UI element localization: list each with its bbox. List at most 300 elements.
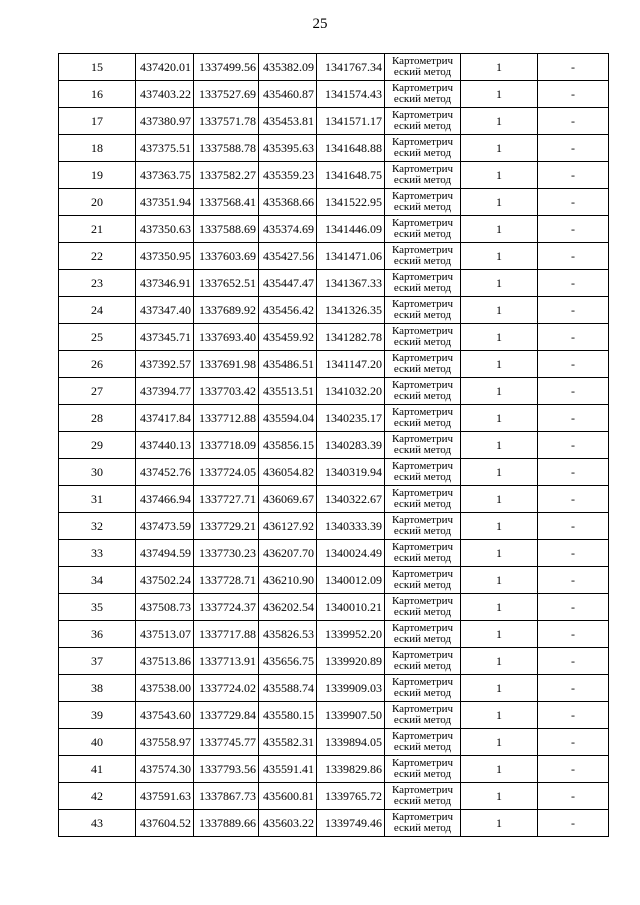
y-coordinate-cell: 1337889.66: [194, 810, 259, 837]
method-text-line-2: еский метод: [393, 822, 452, 834]
method-cell: [385, 324, 461, 351]
x2-coordinate-cell: 435359.23: [259, 162, 317, 189]
x-coordinate-cell: 437351.94: [136, 189, 194, 216]
point-number-cell: 19: [59, 162, 136, 189]
accuracy-cell: 1: [461, 297, 538, 324]
method-cell: [385, 81, 461, 108]
method-cell: [385, 783, 461, 810]
y2-coordinate-cell: 1340012.09: [317, 567, 385, 594]
coordinates-table: [58, 53, 609, 837]
method-text-line-2: еский метод: [393, 390, 452, 402]
y-coordinate-cell: 1337588.69: [194, 216, 259, 243]
y-coordinate-cell: 1337582.27: [194, 162, 259, 189]
x-coordinate-cell: 437513.07: [136, 621, 194, 648]
method-text-line-2: еский метод: [393, 714, 452, 726]
method-text-line-1: Картометрич: [391, 810, 454, 823]
method-text-line-1: Картометрич: [391, 432, 454, 445]
method-text-line-1: Картометрич: [391, 189, 454, 202]
table-row: [59, 351, 609, 378]
method-text-line-1: Картометрич: [391, 351, 454, 364]
method-cell: [385, 135, 461, 162]
method-cell: [385, 513, 461, 540]
note-cell: -: [538, 108, 609, 135]
y2-coordinate-cell: 1340235.17: [317, 405, 385, 432]
method-text-line-1: Картометрич: [391, 162, 454, 175]
accuracy-cell: 1: [461, 189, 538, 216]
x-coordinate-cell: 437558.97: [136, 729, 194, 756]
y2-coordinate-cell: 1341571.17: [317, 108, 385, 135]
method-cell: [385, 702, 461, 729]
accuracy-cell: 1: [461, 243, 538, 270]
method-text-line-1: Картометрич: [391, 459, 454, 472]
table-row: [59, 216, 609, 243]
x2-coordinate-cell: 435368.66: [259, 189, 317, 216]
table-row: [59, 243, 609, 270]
table-row: [59, 594, 609, 621]
method-text-line-2: еский метод: [393, 147, 452, 159]
method-text-line-1: Картометрич: [391, 135, 454, 148]
table-row: [59, 54, 609, 81]
accuracy-cell: 1: [461, 540, 538, 567]
x2-coordinate-cell: 436127.92: [259, 513, 317, 540]
table-body: [59, 54, 609, 837]
table-row: [59, 432, 609, 459]
x-coordinate-cell: 437466.94: [136, 486, 194, 513]
accuracy-cell: 1: [461, 486, 538, 513]
accuracy-cell: 1: [461, 351, 538, 378]
table-row: [59, 540, 609, 567]
y-coordinate-cell: 1337652.51: [194, 270, 259, 297]
x-coordinate-cell: 437513.86: [136, 648, 194, 675]
y-coordinate-cell: 1337588.78: [194, 135, 259, 162]
y2-coordinate-cell: 1341574.43: [317, 81, 385, 108]
method-cell: [385, 594, 461, 621]
x2-coordinate-cell: 435856.15: [259, 432, 317, 459]
method-cell: [385, 243, 461, 270]
accuracy-cell: 1: [461, 675, 538, 702]
point-number-cell: 24: [59, 297, 136, 324]
accuracy-cell: 1: [461, 810, 538, 837]
y2-coordinate-cell: 1340319.94: [317, 459, 385, 486]
y2-coordinate-cell: 1340024.49: [317, 540, 385, 567]
accuracy-cell: 1: [461, 432, 538, 459]
method-text-line-2: еский метод: [393, 633, 452, 645]
x-coordinate-cell: 437363.75: [136, 162, 194, 189]
method-text-line-2: еский метод: [393, 417, 452, 429]
method-text-line-2: еский метод: [393, 66, 452, 78]
y-coordinate-cell: 1337727.71: [194, 486, 259, 513]
point-number-cell: 30: [59, 459, 136, 486]
method-text-line-2: еский метод: [393, 228, 452, 240]
x2-coordinate-cell: 436054.82: [259, 459, 317, 486]
table-row: [59, 810, 609, 837]
x2-coordinate-cell: 435603.22: [259, 810, 317, 837]
method-text-line-1: Картометрич: [391, 513, 454, 526]
x-coordinate-cell: 437345.71: [136, 324, 194, 351]
x-coordinate-cell: 437538.00: [136, 675, 194, 702]
table-row: [59, 513, 609, 540]
x2-coordinate-cell: 436207.70: [259, 540, 317, 567]
y2-coordinate-cell: 1341367.33: [317, 270, 385, 297]
x-coordinate-cell: 437604.52: [136, 810, 194, 837]
method-cell: [385, 486, 461, 513]
method-text-line-2: еский метод: [393, 93, 452, 105]
note-cell: -: [538, 540, 609, 567]
y2-coordinate-cell: 1339894.05: [317, 729, 385, 756]
table-row: [59, 135, 609, 162]
y2-coordinate-cell: 1341648.75: [317, 162, 385, 189]
point-number-cell: 18: [59, 135, 136, 162]
point-number-cell: 28: [59, 405, 136, 432]
x2-coordinate-cell: 435453.81: [259, 108, 317, 135]
table-row: [59, 459, 609, 486]
note-cell: -: [538, 405, 609, 432]
note-cell: -: [538, 810, 609, 837]
y2-coordinate-cell: 1341471.06: [317, 243, 385, 270]
y-coordinate-cell: 1337499.56: [194, 54, 259, 81]
y-coordinate-cell: 1337571.78: [194, 108, 259, 135]
y-coordinate-cell: 1337703.42: [194, 378, 259, 405]
table-row: [59, 702, 609, 729]
accuracy-cell: 1: [461, 702, 538, 729]
x2-coordinate-cell: 435395.63: [259, 135, 317, 162]
method-cell: [385, 108, 461, 135]
method-text-line-1: Картометрич: [391, 648, 454, 661]
y-coordinate-cell: 1337689.92: [194, 297, 259, 324]
method-text-line-1: Картометрич: [391, 216, 454, 229]
x2-coordinate-cell: 435382.09: [259, 54, 317, 81]
method-text-line-2: еский метод: [393, 687, 452, 699]
method-cell: [385, 297, 461, 324]
method-text-line-1: Картометрич: [391, 675, 454, 688]
y-coordinate-cell: 1337729.21: [194, 513, 259, 540]
x-coordinate-cell: 437375.51: [136, 135, 194, 162]
x-coordinate-cell: 437508.73: [136, 594, 194, 621]
x2-coordinate-cell: 436210.90: [259, 567, 317, 594]
x-coordinate-cell: 437543.60: [136, 702, 194, 729]
y-coordinate-cell: 1337793.56: [194, 756, 259, 783]
point-number-cell: 17: [59, 108, 136, 135]
method-cell: [385, 756, 461, 783]
note-cell: -: [538, 783, 609, 810]
accuracy-cell: 1: [461, 378, 538, 405]
point-number-cell: 22: [59, 243, 136, 270]
x-coordinate-cell: 437394.77: [136, 378, 194, 405]
method-cell: [385, 54, 461, 81]
note-cell: -: [538, 756, 609, 783]
y2-coordinate-cell: 1341147.20: [317, 351, 385, 378]
method-text-line-1: Картометрич: [391, 108, 454, 121]
x-coordinate-cell: 437574.30: [136, 756, 194, 783]
x-coordinate-cell: 437392.57: [136, 351, 194, 378]
x2-coordinate-cell: 435582.31: [259, 729, 317, 756]
y-coordinate-cell: 1337691.98: [194, 351, 259, 378]
method-text-line-1: Картометрич: [391, 729, 454, 742]
method-cell: [385, 162, 461, 189]
note-cell: -: [538, 351, 609, 378]
method-cell: [385, 459, 461, 486]
method-text-line-1: Картометрич: [391, 54, 454, 67]
method-text-line-2: еский метод: [393, 336, 452, 348]
y-coordinate-cell: 1337728.71: [194, 567, 259, 594]
note-cell: -: [538, 621, 609, 648]
method-text-line-1: Картометрич: [391, 702, 454, 715]
method-cell: [385, 540, 461, 567]
x2-coordinate-cell: 436202.54: [259, 594, 317, 621]
point-number-cell: 20: [59, 189, 136, 216]
table-row: [59, 756, 609, 783]
method-text-line-2: еский метод: [393, 255, 452, 267]
accuracy-cell: 1: [461, 594, 538, 621]
x-coordinate-cell: 437473.59: [136, 513, 194, 540]
x-coordinate-cell: 437346.91: [136, 270, 194, 297]
point-number-cell: 35: [59, 594, 136, 621]
table-row: [59, 162, 609, 189]
x-coordinate-cell: 437452.76: [136, 459, 194, 486]
method-text-line-2: еский метод: [393, 741, 452, 753]
x-coordinate-cell: 437350.63: [136, 216, 194, 243]
y-coordinate-cell: 1337867.73: [194, 783, 259, 810]
note-cell: -: [538, 81, 609, 108]
x2-coordinate-cell: 435459.92: [259, 324, 317, 351]
table-row: [59, 621, 609, 648]
method-text-line-2: еский метод: [393, 174, 452, 186]
method-text-line-2: еский метод: [393, 795, 452, 807]
note-cell: -: [538, 189, 609, 216]
table-row: [59, 297, 609, 324]
note-cell: -: [538, 324, 609, 351]
table-row: [59, 486, 609, 513]
x2-coordinate-cell: 435427.56: [259, 243, 317, 270]
y-coordinate-cell: 1337603.69: [194, 243, 259, 270]
y-coordinate-cell: 1337713.91: [194, 648, 259, 675]
note-cell: -: [538, 216, 609, 243]
table-row: [59, 567, 609, 594]
method-cell: [385, 621, 461, 648]
method-cell: [385, 189, 461, 216]
y-coordinate-cell: 1337693.40: [194, 324, 259, 351]
x2-coordinate-cell: 435656.75: [259, 648, 317, 675]
point-number-cell: 42: [59, 783, 136, 810]
table-row: [59, 324, 609, 351]
table-row: [59, 729, 609, 756]
accuracy-cell: 1: [461, 162, 538, 189]
y-coordinate-cell: 1337730.23: [194, 540, 259, 567]
y-coordinate-cell: 1337527.69: [194, 81, 259, 108]
method-text-line-2: еский метод: [393, 444, 452, 456]
y2-coordinate-cell: 1341648.88: [317, 135, 385, 162]
x-coordinate-cell: 437502.24: [136, 567, 194, 594]
accuracy-cell: 1: [461, 54, 538, 81]
table-row: [59, 378, 609, 405]
x2-coordinate-cell: 435374.69: [259, 216, 317, 243]
method-text-line-2: еский метод: [393, 579, 452, 591]
method-text-line-1: Картометрич: [391, 783, 454, 796]
note-cell: -: [538, 567, 609, 594]
point-number-cell: 32: [59, 513, 136, 540]
x2-coordinate-cell: 435588.74: [259, 675, 317, 702]
method-cell: [385, 729, 461, 756]
point-number-cell: 37: [59, 648, 136, 675]
y2-coordinate-cell: 1341282.78: [317, 324, 385, 351]
table-row: [59, 189, 609, 216]
y2-coordinate-cell: 1339829.86: [317, 756, 385, 783]
x2-coordinate-cell: 435513.51: [259, 378, 317, 405]
point-number-cell: 31: [59, 486, 136, 513]
x2-coordinate-cell: 435580.15: [259, 702, 317, 729]
y2-coordinate-cell: 1341032.20: [317, 378, 385, 405]
method-text-line-2: еский метод: [393, 660, 452, 672]
accuracy-cell: 1: [461, 324, 538, 351]
y-coordinate-cell: 1337724.02: [194, 675, 259, 702]
y2-coordinate-cell: 1339765.72: [317, 783, 385, 810]
note-cell: -: [538, 378, 609, 405]
y-coordinate-cell: 1337568.41: [194, 189, 259, 216]
table-row: [59, 270, 609, 297]
method-cell: [385, 675, 461, 702]
point-number-cell: 25: [59, 324, 136, 351]
accuracy-cell: 1: [461, 648, 538, 675]
point-number-cell: 26: [59, 351, 136, 378]
x-coordinate-cell: 437380.97: [136, 108, 194, 135]
point-number-cell: 15: [59, 54, 136, 81]
table-row: [59, 648, 609, 675]
method-text-line-2: еский метод: [393, 309, 452, 321]
accuracy-cell: 1: [461, 621, 538, 648]
accuracy-cell: 1: [461, 405, 538, 432]
y2-coordinate-cell: 1339952.20: [317, 621, 385, 648]
method-text-line-1: Картометрич: [391, 540, 454, 553]
x-coordinate-cell: 437591.63: [136, 783, 194, 810]
point-number-cell: 33: [59, 540, 136, 567]
accuracy-cell: 1: [461, 216, 538, 243]
y2-coordinate-cell: 1340333.39: [317, 513, 385, 540]
x-coordinate-cell: 437350.95: [136, 243, 194, 270]
y-coordinate-cell: 1337717.88: [194, 621, 259, 648]
point-number-cell: 29: [59, 432, 136, 459]
y2-coordinate-cell: 1339909.03: [317, 675, 385, 702]
y2-coordinate-cell: 1339749.46: [317, 810, 385, 837]
note-cell: -: [538, 54, 609, 81]
note-cell: -: [538, 243, 609, 270]
point-number-cell: 16: [59, 81, 136, 108]
x2-coordinate-cell: 435447.47: [259, 270, 317, 297]
method-cell: [385, 351, 461, 378]
point-number-cell: 40: [59, 729, 136, 756]
note-cell: -: [538, 432, 609, 459]
y-coordinate-cell: 1337724.37: [194, 594, 259, 621]
accuracy-cell: 1: [461, 567, 538, 594]
y-coordinate-cell: 1337745.77: [194, 729, 259, 756]
method-text-line-1: Картометрич: [391, 486, 454, 499]
y-coordinate-cell: 1337729.84: [194, 702, 259, 729]
page-number: 25: [312, 16, 328, 32]
point-number-cell: 43: [59, 810, 136, 837]
method-text-line-2: еский метод: [393, 120, 452, 132]
method-cell: [385, 405, 461, 432]
y2-coordinate-cell: 1341522.95: [317, 189, 385, 216]
method-text-line-2: еский метод: [393, 525, 452, 537]
x-coordinate-cell: 437347.40: [136, 297, 194, 324]
method-text-line-2: еский метод: [393, 768, 452, 780]
note-cell: -: [538, 675, 609, 702]
point-number-cell: 36: [59, 621, 136, 648]
x-coordinate-cell: 437417.84: [136, 405, 194, 432]
note-cell: -: [538, 702, 609, 729]
method-text-line-2: еский метод: [393, 201, 452, 213]
point-number-cell: 23: [59, 270, 136, 297]
accuracy-cell: 1: [461, 756, 538, 783]
method-cell: [385, 567, 461, 594]
accuracy-cell: 1: [461, 108, 538, 135]
y2-coordinate-cell: 1341767.34: [317, 54, 385, 81]
method-text-line-1: Картометрич: [391, 81, 454, 94]
accuracy-cell: 1: [461, 81, 538, 108]
method-cell: [385, 270, 461, 297]
note-cell: -: [538, 459, 609, 486]
x2-coordinate-cell: 436069.67: [259, 486, 317, 513]
note-cell: -: [538, 594, 609, 621]
y2-coordinate-cell: 1340322.67: [317, 486, 385, 513]
accuracy-cell: 1: [461, 513, 538, 540]
y2-coordinate-cell: 1340283.39: [317, 432, 385, 459]
x2-coordinate-cell: 435460.87: [259, 81, 317, 108]
x2-coordinate-cell: 435826.53: [259, 621, 317, 648]
y-coordinate-cell: 1337724.05: [194, 459, 259, 486]
note-cell: -: [538, 162, 609, 189]
method-cell: [385, 810, 461, 837]
x2-coordinate-cell: 435600.81: [259, 783, 317, 810]
y2-coordinate-cell: 1339907.50: [317, 702, 385, 729]
x-coordinate-cell: 437420.01: [136, 54, 194, 81]
point-number-cell: 21: [59, 216, 136, 243]
y-coordinate-cell: 1337718.09: [194, 432, 259, 459]
note-cell: -: [538, 513, 609, 540]
accuracy-cell: 1: [461, 783, 538, 810]
accuracy-cell: 1: [461, 729, 538, 756]
method-text-line-1: Картометрич: [391, 378, 454, 391]
table-row: [59, 783, 609, 810]
note-cell: -: [538, 486, 609, 513]
method-text-line-1: Картометрич: [391, 324, 454, 337]
x2-coordinate-cell: 435591.41: [259, 756, 317, 783]
point-number-cell: 41: [59, 756, 136, 783]
note-cell: -: [538, 135, 609, 162]
table-row: [59, 108, 609, 135]
method-text-line-1: Картометрич: [391, 405, 454, 418]
method-text-line-2: еский метод: [393, 552, 452, 564]
accuracy-cell: 1: [461, 135, 538, 162]
method-text-line-2: еский метод: [393, 498, 452, 510]
x-coordinate-cell: 437494.59: [136, 540, 194, 567]
y-coordinate-cell: 1337712.88: [194, 405, 259, 432]
table-row: [59, 405, 609, 432]
y2-coordinate-cell: 1341326.35: [317, 297, 385, 324]
method-text-line-1: Картометрич: [391, 756, 454, 769]
method-text-line-1: Картометрич: [391, 270, 454, 283]
method-text-line-2: еский метод: [393, 606, 452, 618]
x2-coordinate-cell: 435594.04: [259, 405, 317, 432]
method-text-line-2: еский метод: [393, 282, 452, 294]
method-text-line-1: Картометрич: [391, 567, 454, 580]
note-cell: -: [538, 270, 609, 297]
x-coordinate-cell: 437440.13: [136, 432, 194, 459]
table-row: [59, 81, 609, 108]
point-number-cell: 34: [59, 567, 136, 594]
method-text-line-2: еский метод: [393, 363, 452, 375]
accuracy-cell: 1: [461, 459, 538, 486]
method-text-line-1: Картометрич: [391, 621, 454, 634]
